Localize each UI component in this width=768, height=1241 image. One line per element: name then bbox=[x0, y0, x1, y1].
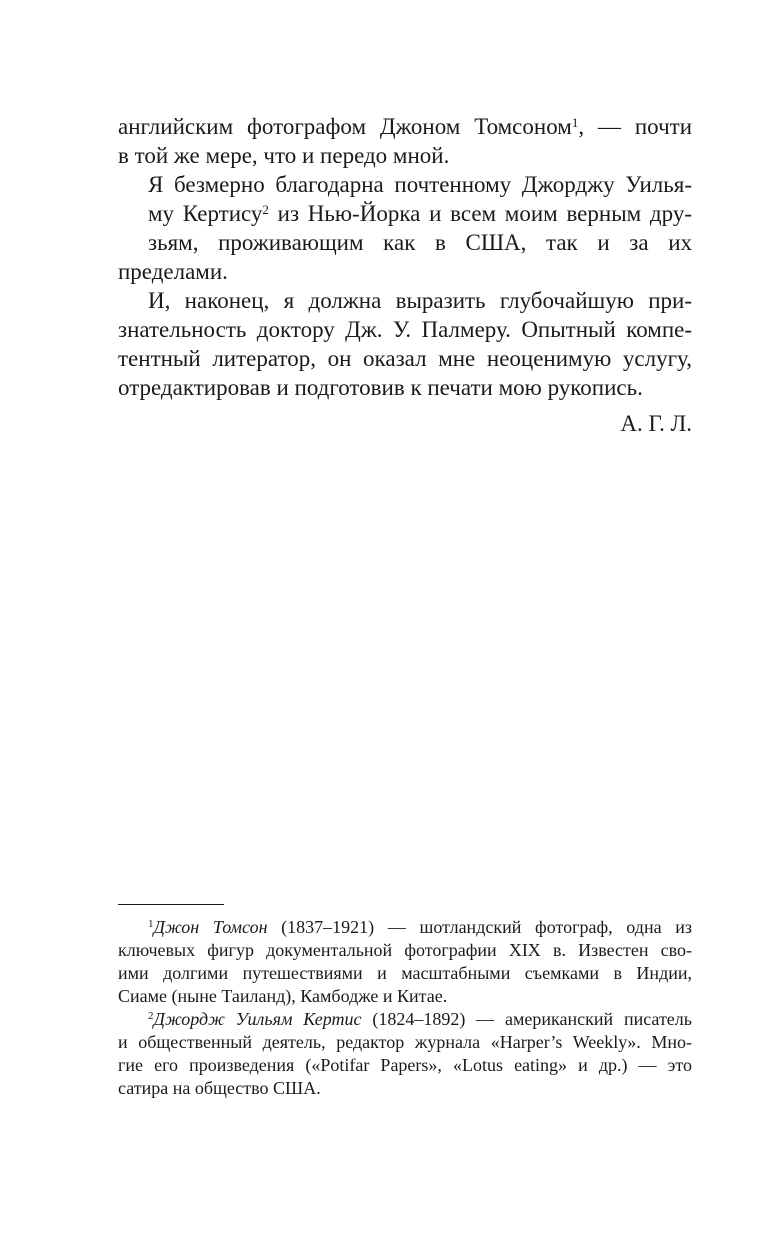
text-line: $^1$Джон Томсон (1837–1921) — шотландский фотограф, одна из bbox=[148, 917, 692, 937]
text-line: зьям, проживающим как в США, так и за их пределами. bbox=[118, 230, 692, 284]
footnote-2 bbox=[118, 1008, 692, 1100]
text-line: отредактировав и подготовив к печати мою рукопись. bbox=[118, 375, 643, 400]
footnote-ref-1[interactable]: 1 bbox=[571, 114, 579, 130]
paragraph-1 bbox=[118, 112, 692, 170]
footnote-divider bbox=[118, 904, 224, 905]
text-line: тентный литератор, он оказал мне неоценимую услугу, bbox=[118, 346, 692, 371]
footnotes bbox=[118, 916, 692, 1100]
text-line: английским фотографом Джоном Томсоном$^1$, — почти bbox=[118, 114, 693, 139]
text-line: ключевых фигур документальной фотографии XIX в. Известен сво- bbox=[118, 940, 692, 960]
text-line: му Кертису$^2$ из Нью-Йорка и всем моим верным дру- bbox=[148, 201, 692, 226]
text-line: И, наконец, я должна выразить глубочайшую при- bbox=[148, 288, 692, 313]
text-line: в той же мере, что и передо мной. bbox=[118, 143, 450, 168]
footnote-number: 2 bbox=[148, 1009, 154, 1022]
paragraph-3 bbox=[118, 286, 692, 402]
text-line: знательность доктору Дж. У. Палмеру. Опытный компе- bbox=[118, 317, 692, 342]
text-line: гие его произведения («Potifar Papers», «Lotus eating» и др.) — это bbox=[118, 1055, 692, 1075]
footnote-1 bbox=[118, 916, 692, 1008]
text-line: ими долгими путешествиями и масштабными съемками в Индии, bbox=[118, 963, 692, 983]
footnote-name: Джон Томсон bbox=[153, 917, 268, 937]
text-line: Сиаме (ныне Таиланд), Камбодже и Китае. bbox=[118, 986, 448, 1006]
footnote-name: Джордж Уильям Кертис bbox=[153, 1009, 362, 1029]
footnote-number: 1 bbox=[148, 917, 154, 930]
paragraph-2 bbox=[118, 170, 692, 286]
text-line: и общественный деятель, редактор журнала «Harper’s Weekly». Мно- bbox=[118, 1032, 692, 1052]
text-line: Я безмерно благодарна почтенному Джорджу Уилья- bbox=[148, 172, 692, 197]
text-line: $^2$Джордж Уильям Кертис (1824–1892) — американский писатель bbox=[148, 1009, 692, 1029]
main-text bbox=[118, 112, 692, 438]
footnote-ref-2[interactable]: 2 bbox=[262, 201, 269, 217]
text-line: сатира на общество США. bbox=[118, 1078, 321, 1098]
author-signature: А. Г. Л. bbox=[620, 411, 692, 436]
